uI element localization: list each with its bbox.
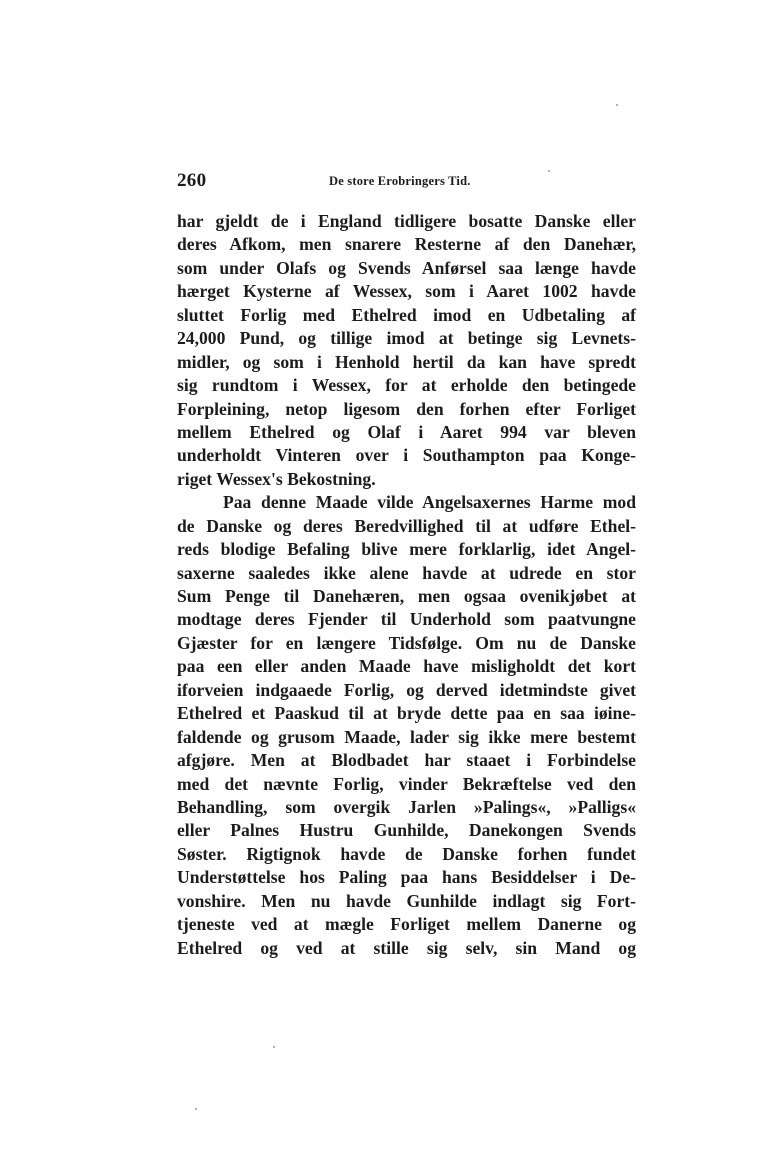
text-line: eller Palnes Hustru Gunhilde, Danekongen Svends <box>177 820 636 841</box>
text-line: Sum Penge til Danehæren, men ogsaa ovenikjøbet at <box>177 586 636 606</box>
text-line: 24,000 Pund, og tillige imod at betinge sig Levnets- <box>177 328 636 349</box>
text-line: afgjøre. Men at Blodbadet har staaet i Forbindelse <box>177 750 636 771</box>
text-line-paragraph-end: riget Wessex's Bekostning. <box>177 468 376 489</box>
text-line: hærget Kysterne af Wessex, som i Aaret 1002 havde <box>177 281 636 302</box>
text-line: har gjeldt de i England tidligere bosatte Danske eller <box>177 211 636 231</box>
paper-speck <box>616 104 618 106</box>
text-line: de Danske og deres Beredvillighed til at udføre Ethel- <box>177 515 636 536</box>
text-line: faldende og grusom Maade, lader sig ikke mere bestemt <box>177 726 636 747</box>
text-line: Understøttelse hos Paling paa hans Besiddelser i De- <box>177 867 636 888</box>
text-line: reds blodige Befaling blive mere forklarlig, idet Angel- <box>177 539 636 560</box>
text-line: Søster. Rigtignok havde de Danske forhen fundet <box>177 843 636 864</box>
text-line: saxerne saaledes ikke alene havde at udrede en stor <box>177 562 636 583</box>
body-text <box>177 210 636 960</box>
text-line: Forpleining, netop ligesom den forhen efter Forliget <box>177 398 636 419</box>
paper-speck <box>273 1046 275 1048</box>
text-line: paa een eller anden Maade have misligholdt det kort <box>177 656 636 677</box>
text-line: Behandling, som overgik Jarlen »Palings«, »Palligs« <box>177 796 636 817</box>
text-line: underholdt Vinteren over i Southampton paa Konge- <box>177 445 636 466</box>
text-line: modtage deres Fjender til Underhold som paatvungne <box>177 609 636 630</box>
text-line: vonshire. Men nu havde Gunhilde indlagt sig Fort- <box>177 890 636 911</box>
text-line-paragraph-start: Paa denne Maade vilde Angelsaxernes Harme mod <box>223 492 636 513</box>
text-line: Ethelred og ved at stille sig selv, sin Mand og <box>177 937 636 958</box>
running-head: De store Erobringers Tid. <box>329 174 471 188</box>
text-line: sluttet Forlig med Ethelred imod en Udbetaling af <box>177 304 636 325</box>
text-line: med det nævnte Forlig, vinder Bekræftelse ved den <box>177 773 636 794</box>
text-line: Ethelred et Paaskud til at bryde dette paa en saa iøine- <box>177 703 636 724</box>
text-line: deres Afkom, men snarere Resterne af den Danehær, <box>177 234 636 255</box>
text-line: iforveien indgaaede Forlig, og derved idetmindste givet <box>177 679 636 700</box>
paper-speck <box>195 1108 197 1110</box>
text-line: midler, og som i Henhold hertil da kan have spredt <box>177 351 636 372</box>
text-line: tjeneste ved at mægle Forliget mellem Danerne og <box>177 914 636 935</box>
text-line: mellem Ethelred og Olaf i Aaret 994 var bleven <box>177 421 636 442</box>
page-header <box>177 170 637 196</box>
page-number: 260 <box>177 170 207 191</box>
paper-speck <box>548 170 550 172</box>
text-line: som under Olafs og Svends Anførsel saa længe havde <box>177 257 636 278</box>
text-line: sig rundtom i Wessex, for at erholde den betingede <box>177 375 636 396</box>
text-line: Gjæster for en længere Tidsfølge. Om nu de Danske <box>177 632 636 653</box>
